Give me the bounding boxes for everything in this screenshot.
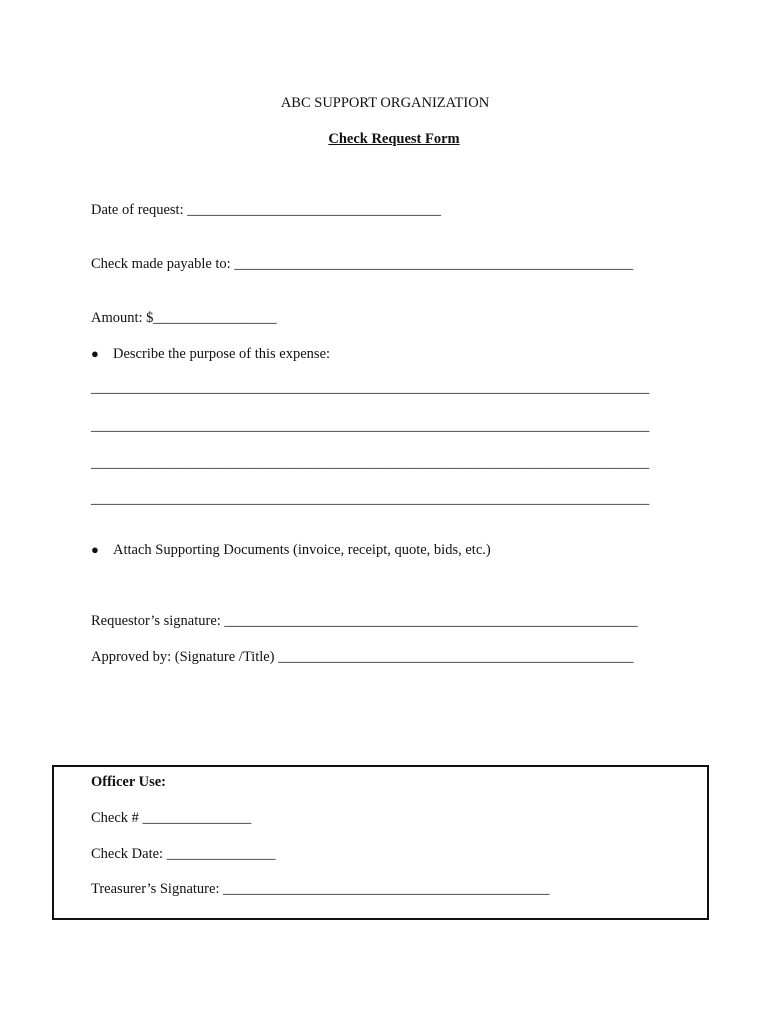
organization-name: ABC SUPPORT ORGANIZATION [280, 95, 490, 111]
attach-label: Attach Supporting Documents (invoice, receipt, quote, bids, etc.) [113, 542, 491, 558]
bullet-icon: ● [91, 346, 99, 361]
date-of-request-field[interactable]: Date of request: ___________________________________ [91, 202, 441, 218]
form-title: Check Request Form [328, 131, 460, 147]
requestor-signature-field[interactable]: Requestor’s signature: _________________________________________________________ [91, 613, 638, 629]
amount-field[interactable]: Amount: $_________________ [91, 310, 277, 326]
check-date-field[interactable]: Check Date: _______________ [91, 846, 276, 862]
bullet-icon: ● [91, 542, 99, 557]
attach-bullet-item [91, 541, 491, 559]
purpose-line-2[interactable]: _____________________________________________________________________________ [91, 418, 650, 434]
purpose-label: Describe the purpose of this expense: [113, 346, 331, 362]
purpose-line-3[interactable]: _____________________________________________________________________________ [91, 455, 650, 471]
treasurer-signature-field[interactable]: Treasurer’s Signature: _____________________________________________ [91, 881, 550, 897]
officer-use-box [52, 765, 709, 920]
officer-use-heading: Officer Use: [91, 774, 167, 790]
purpose-bullet-item [91, 345, 330, 363]
purpose-line-4[interactable]: _____________________________________________________________________________ [91, 491, 650, 507]
payable-to-field[interactable]: Check made payable to: _______________________________________________________ [91, 256, 634, 272]
check-number-field[interactable]: Check # _______________ [91, 810, 252, 826]
approved-by-field[interactable]: Approved by: (Signature /Title) _________________________________________________ [91, 649, 634, 665]
purpose-line-1[interactable]: _____________________________________________________________________________ [91, 380, 650, 396]
